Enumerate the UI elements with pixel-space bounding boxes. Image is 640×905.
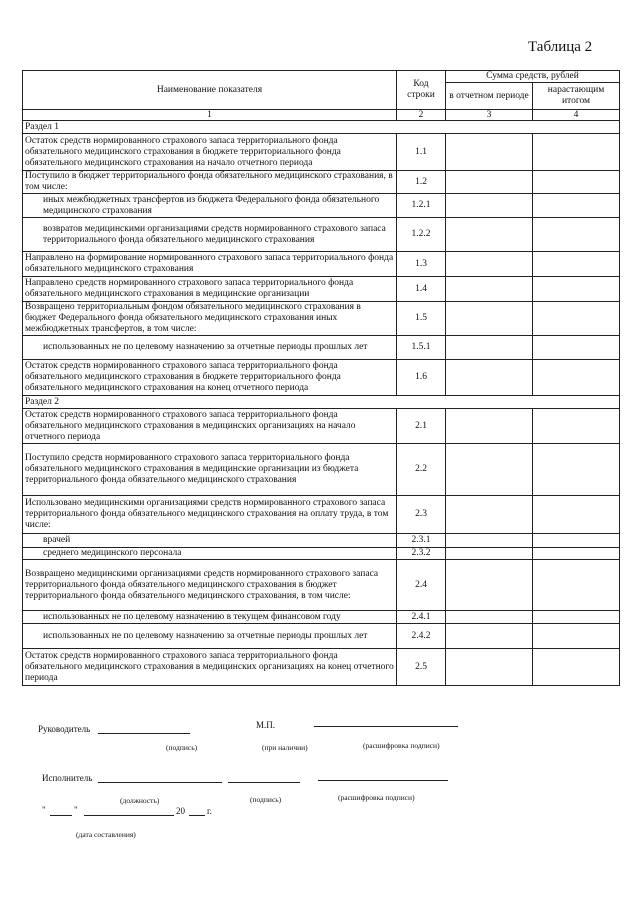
header-number-2: 2 xyxy=(397,110,446,121)
header-number-1: 1 xyxy=(23,110,397,121)
row-period-value-cell[interactable] xyxy=(446,171,533,194)
table-row xyxy=(23,624,620,649)
head-if-any-caption: (при наличии) xyxy=(262,743,308,752)
row-period-value-cell[interactable] xyxy=(446,336,533,360)
table-row xyxy=(23,194,620,218)
date-year-prefix: 20 xyxy=(176,806,185,816)
mp-label: М.П. xyxy=(256,720,276,730)
header-period: в отчетном периоде xyxy=(446,83,533,110)
row-code: 1.5.1 xyxy=(397,336,446,360)
row-cumulative-value-cell[interactable] xyxy=(533,611,620,624)
table-row xyxy=(23,560,620,611)
head-position-line[interactable] xyxy=(98,733,190,734)
row-cumulative-value-cell[interactable] xyxy=(533,444,620,496)
executor-sign-caption: (подпись) xyxy=(250,795,282,804)
header-number-3: 3 xyxy=(446,110,533,121)
row-code: 1.6 xyxy=(397,360,446,396)
row-code: 1.5 xyxy=(397,302,446,336)
row-period-value-cell[interactable] xyxy=(446,534,533,548)
row-period-value-cell[interactable] xyxy=(446,194,533,218)
row-name: Направлено на формирование нормированного страхового запаса территориального фонда обязательного медицинского страхования xyxy=(23,252,397,277)
table-row xyxy=(23,649,620,686)
row-period-value-cell[interactable] xyxy=(446,649,533,686)
row-cumulative-value-cell[interactable] xyxy=(533,560,620,611)
row-period-value-cell[interactable] xyxy=(446,444,533,496)
row-code: 2.2 xyxy=(397,444,446,496)
row-cumulative-value-cell[interactable] xyxy=(533,302,620,336)
row-name: Возвращено медицинскими организациями средств нормированного страхового запаса территориального фонда обязательного медицинского страхования в бюджет территориального фонда обязательного медицинского страхования, в том числе: xyxy=(23,560,397,611)
head-decode-line[interactable] xyxy=(314,726,458,727)
row-cumulative-value-cell[interactable] xyxy=(533,409,620,444)
row-code: 2.4.1 xyxy=(397,611,446,624)
header-cumulative: нарастающим итогом xyxy=(533,83,620,110)
row-code: 1.2.1 xyxy=(397,194,446,218)
row-cumulative-value-cell[interactable] xyxy=(533,194,620,218)
row-period-value-cell[interactable] xyxy=(446,360,533,396)
row-code: 2.1 xyxy=(397,409,446,444)
row-name: иных межбюджетных трансфертов из бюджета Федерального фонда обязательного медицинского страхования xyxy=(23,194,397,218)
table-row xyxy=(23,409,620,444)
executor-label: Исполнитель xyxy=(42,773,93,783)
executor-position-caption: (должность) xyxy=(120,796,160,805)
row-code: 2.3.2 xyxy=(397,548,446,560)
row-name: Возвращено территориальным фондом обязательного медицинского страхования в бюджет Федерального фонда обязательного медицинского страхования иных межбюджетных трансфертов, в том числе: xyxy=(23,302,397,336)
table-row xyxy=(23,277,620,302)
row-period-value-cell[interactable] xyxy=(446,302,533,336)
row-period-value-cell[interactable] xyxy=(446,134,533,171)
executor-position-line[interactable] xyxy=(98,782,222,783)
row-code: 1.2.2 xyxy=(397,218,446,252)
row-code: 2.4.2 xyxy=(397,624,446,649)
row-name: Использовано медицинскими организациями средств нормированного страхового запаса территориального фонда обязательного медицинского страхования на оплату труда, в том числе: xyxy=(23,496,397,534)
row-name: Поступило средств нормированного страхового запаса территориального фонда обязательного медицинского страхования в медицинские организации из бюджета территориального фонда обязательного медицинского страхования xyxy=(23,444,397,496)
section-2-title: Раздел 2 xyxy=(23,396,620,409)
row-period-value-cell[interactable] xyxy=(446,496,533,534)
date-year-suffix: г. xyxy=(207,806,212,816)
date-day-line[interactable] xyxy=(50,815,72,816)
row-cumulative-value-cell[interactable] xyxy=(533,534,620,548)
row-period-value-cell[interactable] xyxy=(446,611,533,624)
header-number-4: 4 xyxy=(533,110,620,121)
date-caption: (дата составления) xyxy=(76,830,136,839)
head-label: Руководитель xyxy=(38,724,91,734)
row-cumulative-value-cell[interactable] xyxy=(533,496,620,534)
row-code: 2.5 xyxy=(397,649,446,686)
page-title: Таблица 2 xyxy=(528,39,593,55)
table-row xyxy=(23,496,620,534)
row-name: среднего медицинского персонала xyxy=(23,548,397,560)
row-name: использованных не по целевому назначению за отчетные периоды прошлых лет xyxy=(23,624,397,649)
row-name: Остаток средств нормированного страхового запаса территориального фонда обязательного медицинского страхования в бюджете территориального фонда обязательного медицинского страхования на начало отчетного периода xyxy=(23,134,397,171)
row-name: Направлено средств нормированного страхового запаса территориального фонда обязательного медицинского страхования в медицинские организации xyxy=(23,277,397,302)
date-month-line[interactable] xyxy=(84,815,174,816)
table-row xyxy=(23,336,620,360)
row-period-value-cell[interactable] xyxy=(446,560,533,611)
header-name: Наименование показателя xyxy=(23,71,397,110)
row-cumulative-value-cell[interactable] xyxy=(533,277,620,302)
row-name: Поступило в бюджет территориального фонда обязательного медицинского страхования, в том числе: xyxy=(23,171,397,194)
row-code: 1.4 xyxy=(397,277,446,302)
row-cumulative-value-cell[interactable] xyxy=(533,624,620,649)
row-cumulative-value-cell[interactable] xyxy=(533,134,620,171)
executor-sign-line[interactable] xyxy=(228,782,300,783)
row-name: Остаток средств нормированного страхового запаса территориального фонда обязательного медицинского страхования в медицинских организациях на конец отчетного периода xyxy=(23,649,397,686)
row-name: врачей xyxy=(23,534,397,548)
row-cumulative-value-cell[interactable] xyxy=(533,218,620,252)
date-close-quote: " xyxy=(74,805,78,815)
row-name: Остаток средств нормированного страхового запаса территориального фонда обязательного медицинского страхования в медицинских организациях на начало отчетного периода xyxy=(23,409,397,444)
date-open-quote: " xyxy=(42,805,46,815)
row-cumulative-value-cell[interactable] xyxy=(533,360,620,396)
head-sign-caption: (подпись) xyxy=(166,743,198,752)
table-row xyxy=(23,252,620,277)
table-row xyxy=(23,302,620,336)
row-code: 1.1 xyxy=(397,134,446,171)
table-row xyxy=(23,611,620,624)
row-name: использованных не по целевому назначению за отчетные периоды прошлых лет xyxy=(23,336,397,360)
date-year-line[interactable] xyxy=(189,815,205,816)
row-cumulative-value-cell[interactable] xyxy=(533,649,620,686)
row-code: 1.2 xyxy=(397,171,446,194)
row-period-value-cell[interactable] xyxy=(446,624,533,649)
row-cumulative-value-cell[interactable] xyxy=(533,548,620,560)
table-row xyxy=(23,534,620,548)
table-row xyxy=(23,218,620,252)
table-row xyxy=(23,548,620,560)
row-code: 1.3 xyxy=(397,252,446,277)
header-sum: Сумма средств, рублей xyxy=(446,71,620,83)
table-row xyxy=(23,444,620,496)
row-code: 2.4 xyxy=(397,560,446,611)
section-1-title: Раздел 1 xyxy=(23,121,620,134)
row-cumulative-value-cell[interactable] xyxy=(533,252,620,277)
executor-decode-caption: (расшифровка подписи) xyxy=(338,793,415,802)
row-period-value-cell[interactable] xyxy=(446,409,533,444)
row-cumulative-value-cell[interactable] xyxy=(533,171,620,194)
row-period-value-cell[interactable] xyxy=(446,218,533,252)
row-name: Остаток средств нормированного страхового запаса территориального фонда обязательного медицинского страхования в бюджете территориального фонда обязательного медицинского страхования на конец отчетного периода xyxy=(23,360,397,396)
executor-decode-line[interactable] xyxy=(318,780,448,781)
report-table xyxy=(22,70,620,686)
row-name: возвратов медицинскими организациями средств нормированного страхового запаса территориального фонда обязательного медицинского страхования xyxy=(23,218,397,252)
row-code: 2.3 xyxy=(397,496,446,534)
row-period-value-cell[interactable] xyxy=(446,548,533,560)
head-decode-caption: (расшифровка подписи) xyxy=(363,741,440,750)
row-period-value-cell[interactable] xyxy=(446,277,533,302)
row-cumulative-value-cell[interactable] xyxy=(533,336,620,360)
row-period-value-cell[interactable] xyxy=(446,252,533,277)
row-name: использованных не по целевому назначению в текущем финансовом году xyxy=(23,611,397,624)
header-code: Код строки xyxy=(397,71,446,110)
table-row xyxy=(23,134,620,171)
row-code: 2.3.1 xyxy=(397,534,446,548)
table-row xyxy=(23,360,620,396)
table-row xyxy=(23,171,620,194)
